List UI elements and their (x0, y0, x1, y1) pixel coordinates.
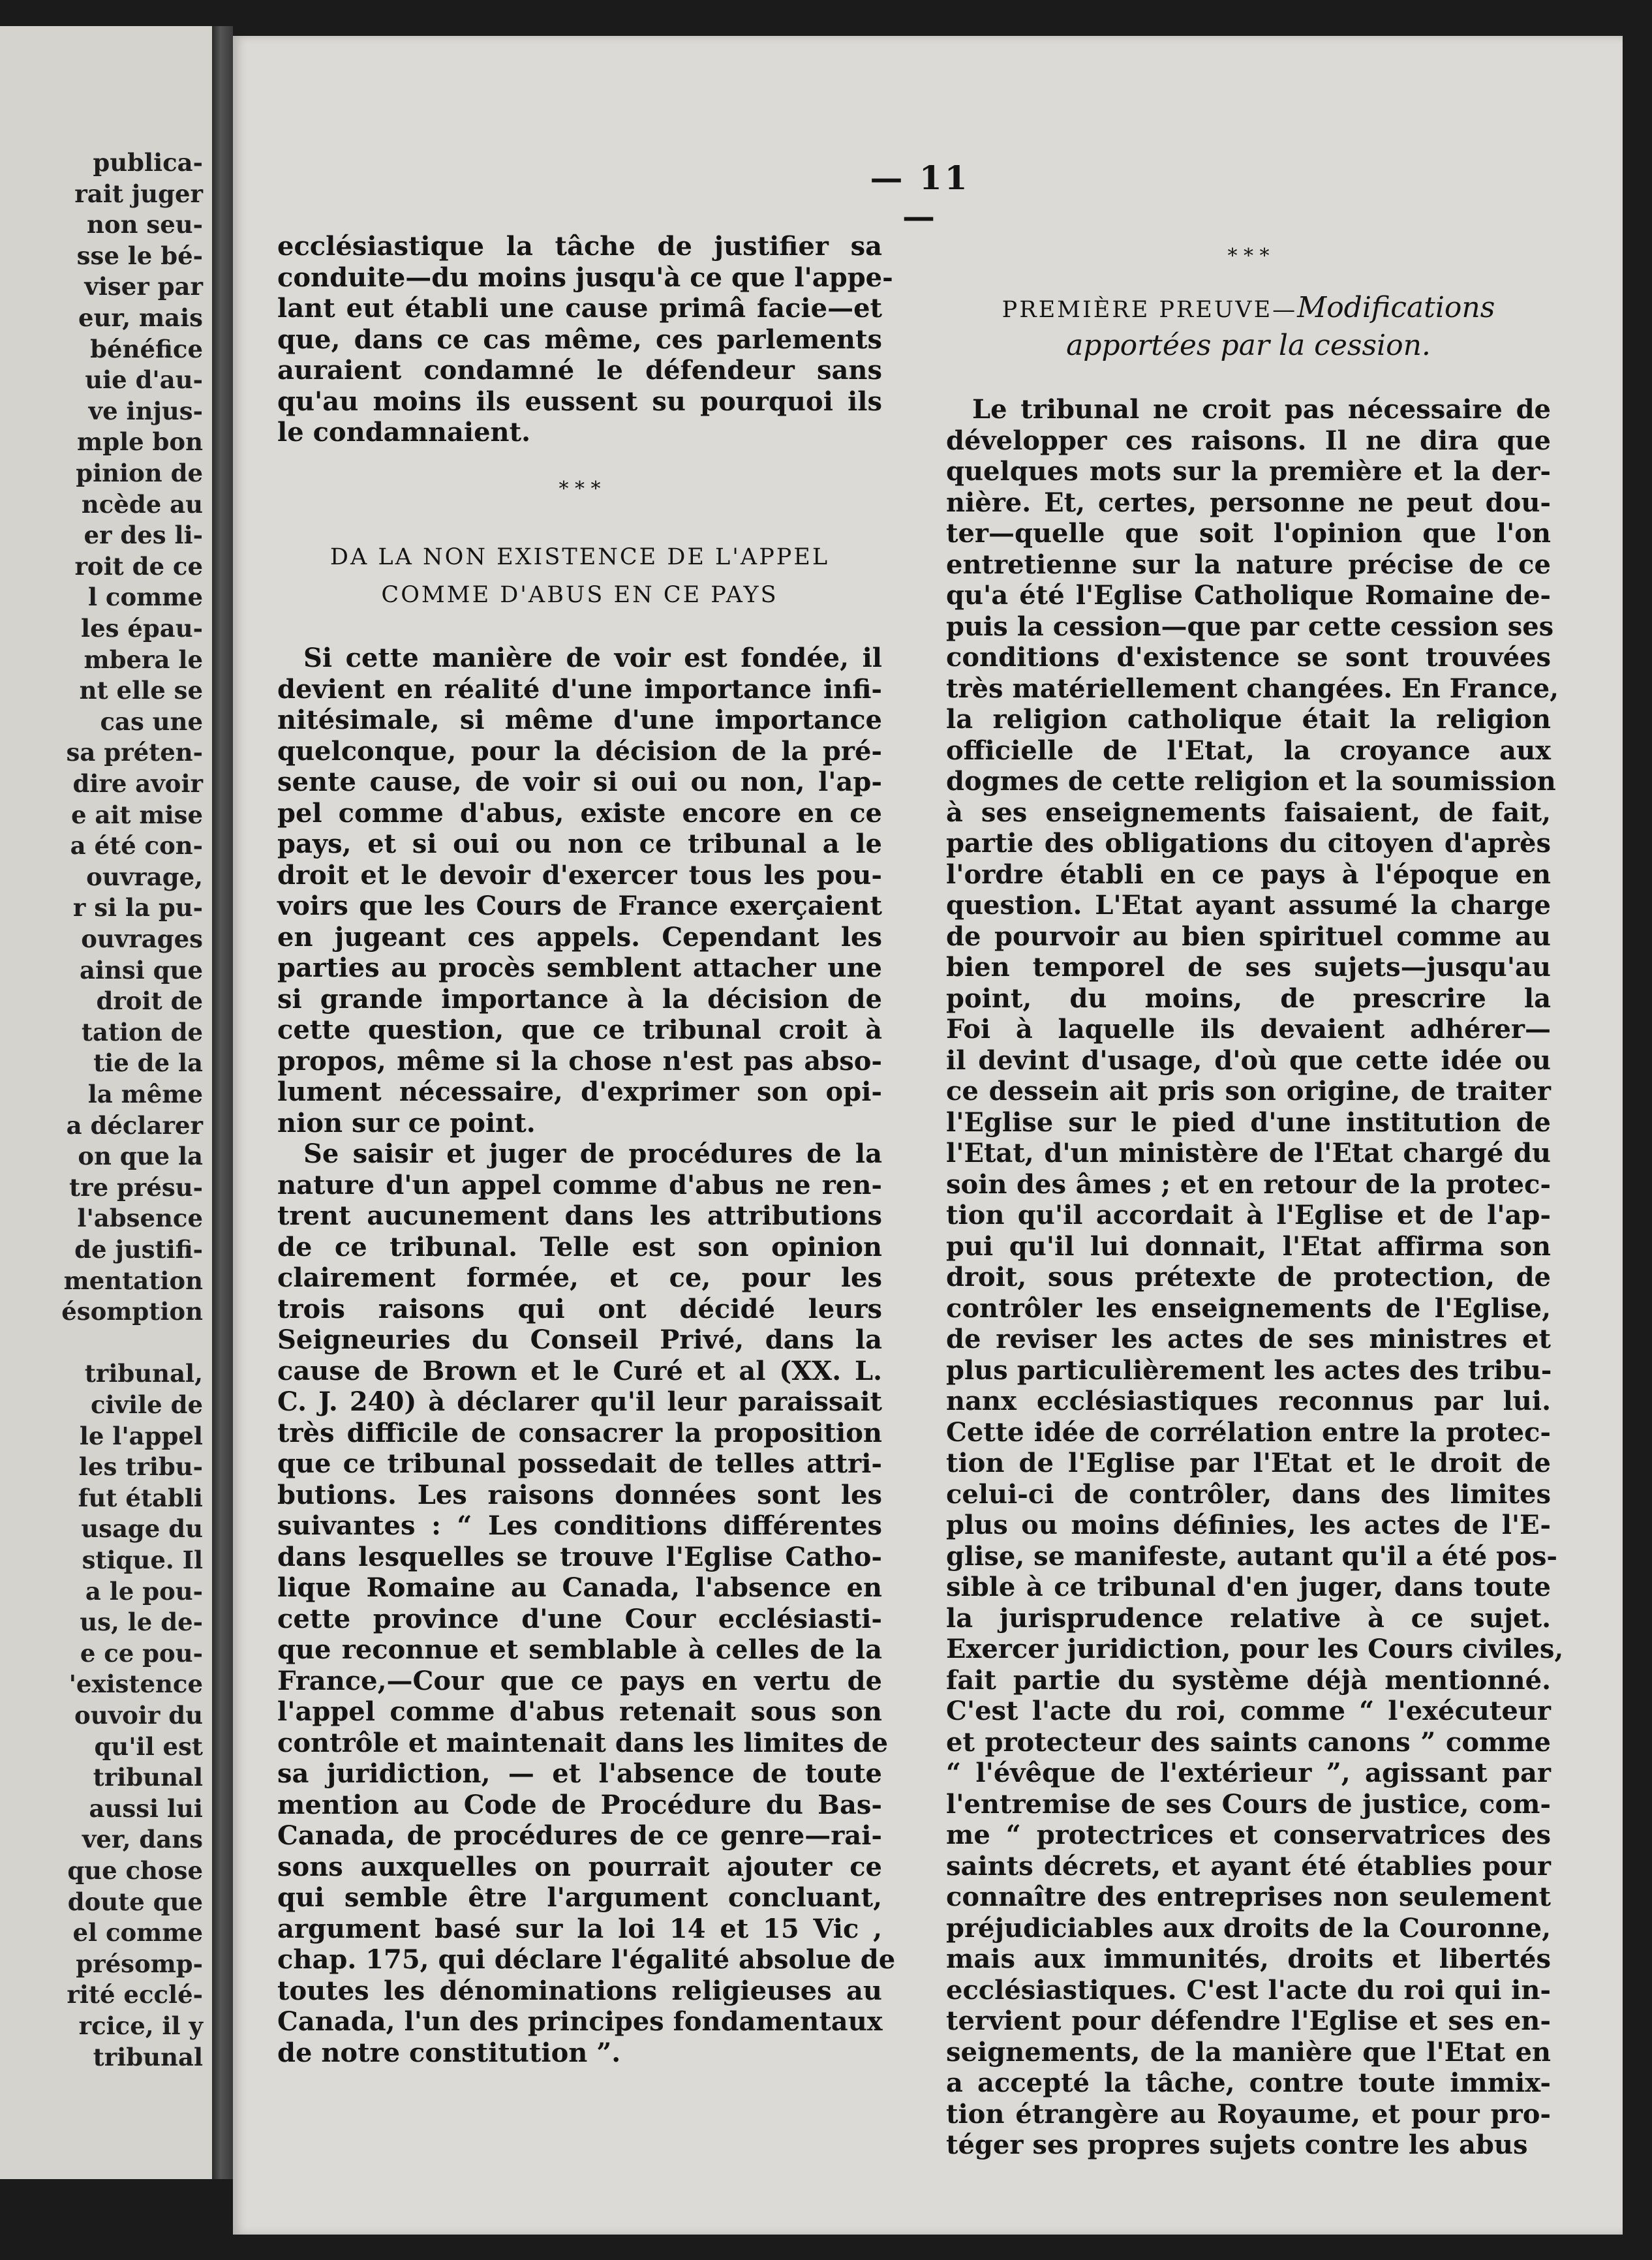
text-line: lument nécessaire, d'exprimer son opi- (277, 1077, 882, 1107)
text-line: et protecteur des saints canons ” comme (946, 1726, 1551, 1758)
page-number: — 11 — (870, 159, 970, 236)
text-line: que ce tribunal possedait de telles attri- (277, 1448, 882, 1479)
text-line: suivantes : “ Les conditions différentes (277, 1510, 882, 1541)
facing-page-line: l'absence (77, 1204, 203, 1233)
text-line: ecclésiastique la tâche de justifier sa (277, 231, 882, 262)
text-line: saints décrets, et ayant été établies pour (946, 1850, 1551, 1882)
facing-page-line: publica- (93, 148, 203, 177)
asterism-ornament: * * * (558, 478, 601, 500)
text-line: Canada, de procédures de ce genre—rai- (277, 1820, 882, 1851)
facing-page-line: a été con- (70, 831, 203, 861)
text-line: le condamnaient. (277, 417, 531, 448)
text-line: C. J. 240) à déclarer qu'il leur paraissait (277, 1386, 882, 1417)
text-line: butions. Les raisons données sont les (277, 1479, 882, 1510)
text-line: préjudiciables aux droits de la Couronne, (946, 1912, 1551, 1944)
text-line: glise, se manifeste, autant qu'il a été pos- (946, 1540, 1557, 1572)
facing-page-line: rait juger (74, 179, 203, 208)
facing-page-line: stique. Il (82, 1546, 203, 1574)
text-line: l'entremise de ses Cours de justice, com- (946, 1788, 1551, 1820)
facing-page-line: e ait mise (70, 800, 203, 829)
section-heading (946, 292, 1551, 326)
text-line: téger ses propres sujets contre les abus (946, 2130, 1528, 2160)
heading-italic: apportées par la cession. (1066, 329, 1431, 362)
text-line: partie des obligations du citoyen d'après (946, 828, 1551, 859)
text-line: de pourvoir au bien spirituel comme au (946, 921, 1551, 952)
text-line: sa juridiction, — et l'absence de toute (277, 1758, 882, 1789)
facing-page-line: qu'il est (94, 1732, 203, 1761)
text-line: sons auxquelles on pourrait ajouter ce (277, 1851, 882, 1882)
facing-page-line: mple bon (77, 427, 203, 457)
section-heading-line: COMME D'ABUS EN CE PAYS (381, 582, 778, 608)
text-line: nature d'un appel comme d'abus ne ren- (277, 1169, 882, 1200)
text-line: à ses enseignements faisaient, de fait, (946, 797, 1551, 828)
facing-page-line: droit de (96, 986, 203, 1016)
text-line: tion étrangère au Royaume, et pour pro- (946, 2098, 1551, 2130)
facing-page-line: rité ecclé- (67, 1980, 203, 2009)
text-line: parties au procès semblent attacher une (277, 953, 882, 983)
heading-italic: Modifications (1297, 291, 1495, 324)
facing-page-line: a déclarer (66, 1110, 203, 1140)
text-line: cette province d'une Cour ecclésiasti- (277, 1603, 882, 1634)
text-line: devient en réalité d'une importance infi- (277, 673, 882, 705)
section-heading-line: DA LA NON EXISTENCE DE L'APPEL (329, 544, 830, 570)
text-line: auraient condamné le défendeur sans (277, 355, 882, 386)
facing-page-line: eur, mais (78, 303, 203, 332)
facing-page-line: viser par (84, 272, 203, 301)
facing-page-line: tribunal, (84, 1359, 203, 1388)
text-line: la jurisprudence relative à ce sujet. (946, 1602, 1551, 1634)
text-line: pel comme d'abus, existe encore en ce (277, 797, 882, 829)
facing-page-line: e ce pou- (80, 1638, 203, 1668)
text-line: connaître des entreprises non seulement (946, 1882, 1551, 1912)
facing-page-line: rcice, il y (78, 2011, 203, 2040)
text-line: me “ protectrices et conservatrices des (946, 1820, 1551, 1850)
facing-page-line: usage du (81, 1514, 203, 1544)
text-line: celui-ci de contrôler, dans des limites (946, 1478, 1551, 1510)
text-line: entretienne sur la nature précise de ce (946, 549, 1551, 580)
text-line: de notre constitution ”. (277, 2037, 621, 2068)
facing-page-line: roit de ce (74, 551, 203, 581)
text-line: contrôle et maintenait dans les limites de (277, 1727, 889, 1758)
text-line: pui qu'il lui donnait, l'Etat affirma son (946, 1230, 1551, 1262)
text-line: dans lesquelles se trouve l'Eglise Catho- (277, 1541, 882, 1572)
text-line: nière. Et, certes, personne ne peut dou- (946, 487, 1551, 518)
facing-page-line: pinion de (76, 459, 203, 487)
text-line: Cette idée de corrélation entre la protec- (946, 1416, 1551, 1448)
facing-page-line: uie d'au- (85, 365, 203, 395)
facing-page-line: mbera le (84, 645, 203, 674)
text-line: plus particulièrement les actes des tribu- (946, 1354, 1552, 1386)
text-line: Si cette manière de voir est fondée, il (303, 643, 882, 673)
text-line: C'est l'acte du roi, comme “ l'exécuteur (946, 1696, 1551, 1726)
text-line: officielle de l'Etat, la croyance aux (946, 735, 1551, 766)
text-line: qu'au moins ils eussent su pourquoi ils (277, 386, 882, 417)
text-line: nanx ecclésiastiques reconnus par lui. (946, 1386, 1551, 1416)
text-line: seignements, de la manière que l'Etat en (946, 2036, 1551, 2068)
text-line: sente cause, de voir si oui ou non, l'ap- (277, 767, 882, 797)
text-line: Canada, l'un des principes fondamentaux (277, 2006, 883, 2037)
facing-page-line: ouvoir du (74, 1701, 203, 1730)
facing-page-line: el comme (72, 1918, 203, 1947)
text-line: l'ordre établi en ce pays à l'époque en (946, 859, 1551, 890)
facing-page-line: 'existence (69, 1670, 203, 1699)
text-line: Seigneuries du Conseil Privé, dans la (277, 1324, 882, 1355)
facing-page-line: us, le de- (80, 1608, 203, 1637)
facing-page-line: mentation (63, 1266, 203, 1295)
text-line: question. L'Etat ayant assumé la charge (946, 890, 1551, 921)
text-line: quelconque, pour la décision de la pré- (277, 735, 882, 767)
facing-page-line: cas une (100, 707, 203, 736)
text-line: que, dans ce cas même, ces parlements (277, 324, 882, 355)
facing-page-line: fut établi (78, 1483, 203, 1512)
text-line: tion de l'Eglise par l'Etat et le droit de (946, 1448, 1551, 1478)
facing-page-line: doute que (67, 1887, 203, 1916)
text-line: si grande importance à la décision de (277, 983, 882, 1015)
text-line: que reconnue et semblable à celles de la (277, 1634, 882, 1665)
facing-page-line: la même (87, 1080, 203, 1108)
text-line: lique Romaine au Canada, l'absence en (277, 1572, 882, 1603)
facing-page-line: tribunal (93, 2042, 203, 2071)
text-line: sible à ce tribunal d'en juger, dans toute (946, 1572, 1551, 1602)
heading-caps: PREMIÈRE PREUVE— (1002, 297, 1298, 323)
text-line: droit et le devoir d'exercer tous les pou- (277, 859, 882, 891)
facing-page-line: ncède au (81, 489, 203, 519)
facing-page-line: ainsi que (79, 955, 203, 985)
asterism-ornament: * * * (1227, 245, 1270, 267)
facing-page-line: ouvrage, (86, 862, 203, 891)
text-line: a accepté la tâche, contre toute immix- (946, 2068, 1551, 2098)
section-heading-cont (946, 330, 1551, 363)
facing-page-line: sse le bé- (76, 241, 203, 270)
facing-page-line: présomp- (76, 1949, 203, 1978)
facing-page-line: sa préten- (66, 738, 203, 767)
text-line: qu'a été l'Eglise Catholique Romaine de- (946, 580, 1551, 611)
text-line: “ l'évêque de l'extérieur ”, agissant par (946, 1758, 1551, 1788)
text-line: soin des âmes ; et en retour de la protec- (946, 1168, 1551, 1200)
text-line: cette question, que ce tribunal croit à (277, 1015, 882, 1045)
text-line: trois raisons qui ont décidé leurs (277, 1293, 882, 1324)
text-line: trent aucunement dans les attributions (277, 1200, 882, 1231)
facing-page-fragment (0, 26, 212, 2179)
text-line: il devint d'usage, d'où que cette idée ou (946, 1045, 1551, 1076)
text-line: conditions d'existence se sont trouvées (946, 642, 1551, 673)
text-line: France,—Cour que ce pays en vertu de (277, 1665, 882, 1696)
facing-page-line: tie de la (93, 1048, 203, 1078)
text-line: voirs que les Cours de France exerçaient (277, 891, 882, 921)
text-line: tervient pour défendre l'Eglise et ses en- (946, 2006, 1551, 2036)
text-line: nitésimale, si même d'une importance (277, 705, 882, 735)
text-line: pays, et si oui ou non ce tribunal a le (277, 829, 882, 859)
text-line: clairement formée, et ce, pour les (277, 1262, 882, 1293)
facing-page-line: que chose (67, 1856, 203, 1885)
facing-page-line: tre présu- (69, 1172, 203, 1202)
text-line: propos, même si la chose n'est pas abso- (277, 1045, 882, 1077)
text-line: en jugeant ces appels. Cependant les (277, 921, 882, 953)
facing-page-line: a le pou- (85, 1576, 203, 1606)
text-line: conduite—du moins jusqu'à ce que l'appe- (277, 262, 893, 293)
facing-page-line: ouvrages (81, 924, 203, 953)
text-line: puis la cession—que par cette cession ses (946, 611, 1554, 642)
text-line: qui semble être l'argument concluant, (277, 1882, 882, 1913)
text-line: tion qu'il accordait à l'Eglise et de l'ap- (946, 1200, 1551, 1230)
text-line: contrôler les enseignements de l'Eglise, (946, 1292, 1551, 1324)
facing-page-line: dire avoir (72, 769, 203, 798)
text-line: point, du moins, de prescrire la (946, 983, 1551, 1014)
text-line: Exercer juridiction, pour les Cours civiles, (946, 1634, 1564, 1664)
facing-page-line: on que la (78, 1142, 203, 1171)
text-line: l'Etat, d'un ministère de l'Etat chargé du (946, 1138, 1551, 1168)
text-line: quelques mots sur la première et la der- (946, 456, 1551, 487)
facing-page-line: ver, dans (82, 1825, 203, 1854)
facing-page-line: les tribu- (78, 1452, 203, 1482)
text-line: l'Eglise sur le pied d'une institution de (946, 1107, 1551, 1138)
text-line: argument basé sur la loi 14 et 15 Vic , (277, 1913, 882, 1944)
text-line: très matériellement changées. En France, (946, 673, 1559, 704)
text-line: de ce tribunal. Telle est son opinion (277, 1231, 882, 1262)
facing-page-line: r si la pu- (72, 893, 203, 923)
facing-page-line: civile de (90, 1390, 203, 1419)
text-line: plus ou moins définies, les actes de l'E- (946, 1510, 1551, 1540)
text-line: lant eut établi une cause primâ facie—et (277, 293, 882, 324)
facing-page-line: tation de (81, 1017, 203, 1046)
facing-page-line: ésomption (61, 1297, 203, 1326)
text-line: dogmes de cette religion et la soumission (946, 766, 1556, 797)
facing-page-line: ve injus- (88, 396, 203, 425)
text-line: Se saisir et juger de procédures de la (303, 1138, 882, 1169)
text-line: développer ces raisons. Il ne dira que (946, 425, 1551, 456)
text-line: nion sur ce point. (277, 1107, 536, 1138)
facing-page-line: er des li- (84, 521, 203, 550)
text-line: bien temporel de ses sujets—jusqu'au (946, 952, 1551, 983)
text-line: de reviser les actes de ses ministres et (946, 1324, 1551, 1354)
text-line: mention au Code de Procédure du Bas- (277, 1789, 882, 1820)
facing-page-line: l comme (88, 583, 203, 612)
facing-page-line: les épau- (81, 614, 203, 643)
text-line: la religion catholique était la religion (946, 704, 1551, 735)
text-line: ecclésiastiques. C'est l'acte du roi qui in- (946, 1974, 1551, 2006)
text-line: Foi à laquelle ils devaient adhérer— (946, 1014, 1551, 1045)
text-line: ter—quelle que soit l'opinion que l'on (946, 518, 1551, 549)
facing-page-line: de justifi- (74, 1235, 203, 1264)
right-column (946, 0, 1564, 2260)
book-gutter (212, 26, 233, 2179)
text-line: mais aux immunités, droits et libertés (946, 1944, 1551, 1974)
text-line: chap. 175, qui déclare l'égalité absolue de (277, 1944, 896, 1975)
facing-page-line: bénéfice (90, 334, 203, 363)
facing-page-line: non seu- (87, 210, 203, 239)
text-line: fait partie du système déjà mentionné. (946, 1664, 1551, 1696)
facing-page-line: le l'appel (79, 1421, 203, 1450)
middle-column (277, 0, 896, 2260)
text-line: très difficile de consacrer la proposition (277, 1417, 882, 1448)
text-line: toutes les dénominations religieuses au (277, 1975, 882, 2006)
facing-page-line: aussi lui (89, 1794, 203, 1823)
facing-page-line: nt elle se (79, 676, 203, 705)
text-line: Le tribunal ne croit pas nécessaire de (972, 394, 1551, 425)
facing-page-line: tribunal (93, 1763, 203, 1792)
text-line: cause de Brown et le Curé et al (XX. L. (277, 1355, 882, 1386)
text-line: ce dessein ait pris son origine, de traiter (946, 1076, 1551, 1107)
text-line: droit, sous prétexte de protection, de (946, 1262, 1551, 1292)
text-line: l'appel comme d'abus retenait sous son (277, 1696, 882, 1727)
